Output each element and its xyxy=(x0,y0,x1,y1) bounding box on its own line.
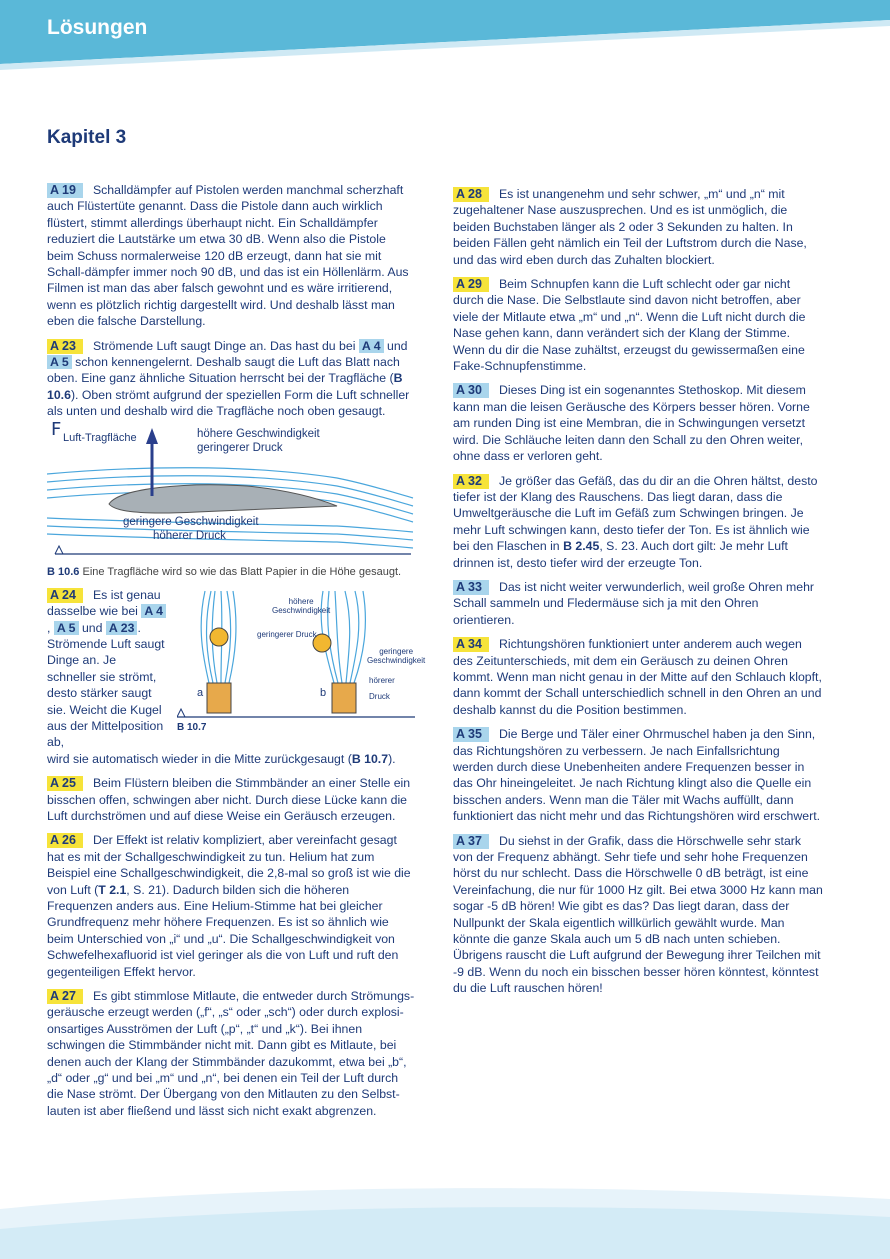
force-label: F xyxy=(51,418,62,440)
answer-a32 xyxy=(453,473,823,571)
answer-a23 xyxy=(47,338,415,420)
answer-a33 xyxy=(453,579,823,628)
reference-link[interactable]: A 4 xyxy=(359,339,384,353)
bottom-label-1: geringere Geschwindigkeit xyxy=(123,515,259,528)
answer-badge: A 24 xyxy=(47,588,83,603)
figure-ball-in-airflow xyxy=(177,587,426,747)
table-reference: T 2.1 xyxy=(98,882,127,897)
page-header-title: Lösungen xyxy=(47,16,148,39)
caption-number: B 10.6 xyxy=(47,565,80,578)
answer-badge: A 34 xyxy=(453,637,489,652)
answer-badge: A 26 xyxy=(47,833,83,848)
answer-a35 xyxy=(453,726,823,824)
answer-text: Die Berge und Täler einer Ohrmuschel haben ja den Sinn, das Richtungshören zu verbessern. Je nach Einfallsrichtung werden durch diese Unebenheiten andere Frequenzen besser in das Ohr hineingeleitet. Je nach Richtung klingt also die Quelle ein bisschen anders. Wenn man die Täler mit Wachs auffüllt, dann funktioniert das nicht mehr und das Richtungshören wird erschwert. xyxy=(453,727,821,824)
bottom-label-2: höherer Druck xyxy=(153,529,226,542)
answer-text: Strömende Luft saugt Dinge an. Das hast du bei xyxy=(92,338,356,353)
chapter-title: Kapitel 3 xyxy=(47,127,127,148)
answer-badge: A 25 xyxy=(47,776,83,791)
answer-text: Es ist genau dasselbe wie bei xyxy=(47,587,161,619)
label-b: b xyxy=(320,686,327,699)
top-label-2: geringerer Druck xyxy=(197,441,283,454)
answer-text: Beim Schnupfen kann die Luft schlecht oder gar nicht durch die Nase. Die Selbstlaute sind davon nicht betroffen, aber viele der Mitlaute etwa „m“ und „n“. Wenn die Luft nicht durch die Nase gehen kann, dann verändert sich der Klang der Stimme. Wenn du dir die Nase zuhältst, erzeugst du gewissermaßen eine Fake-Schnupfenstimme. xyxy=(453,277,806,374)
answer-badge: A 29 xyxy=(453,277,489,292)
reference-link[interactable]: A 23 xyxy=(106,621,138,635)
right-column xyxy=(453,186,823,1005)
answer-text: ). Oben strömt aufgrund der speziellen Form die Luft schneller als unten und deshalb wird die Tragfläche noch oben gesaugt. xyxy=(47,387,410,419)
answer-badge: A 23 xyxy=(47,339,83,354)
answer-a30 xyxy=(453,382,823,464)
force-sub-label: Luft-Tragfläche xyxy=(63,431,137,444)
figure-wing xyxy=(47,418,415,562)
answer-text: Beim Flüstern bleiben die Stimmbänder an einer Stelle ein bisschen offen, schwingen aber nicht. Durch diese Lücke kann die Luft durchströmen und auf diese Weise ein Geräusch erzeugen. xyxy=(47,776,411,823)
answer-text: Schalldämpfer auf Pistolen werden manchmal scherzhaft auch Flüstertüte genannt. Dass die Pistole dann auch wirklich flüstert, stimmt allerdings überhaupt nicht. Ein Schalldämpfer reduziert die Lautstärke um etwa 30 dB. Wenn also die Pistole beim Schuss normalerweise 120 dB erzeugt, dann hat sie mit Schall-dämpfer immer noch 90 dB, und das ist ein Höllenlärm. Aus Filmen ist man das aber falsch gewohnt und es wäre irritierend, wenn es plötzlich richtig dargestellt wird. Und deshalb lässt man eben die falsche Darstellung. xyxy=(47,183,409,329)
answer-a19 xyxy=(47,182,415,330)
answer-a24: A 24 Es ist genau dasselbe wie bei A 4, A 5 und A 23 . Strömende Luft saugt Dinge an. Je schneller sie strömt, desto stärker saugt sie. Weicht die Kugel aus der Mittelposition ab, wird sie automatisch wieder in die Mitte zurückgesaugt (B 10.7). höhere Geschwindigkeit geringerer Druck geringere Geschwindigkeit hörerer Druck a b B 10.7 xyxy=(47,587,426,766)
figure-reference: B 10.6 xyxy=(47,371,403,402)
figure-caption xyxy=(47,565,415,579)
label-lower-speed: geringere Geschwindigkeit xyxy=(367,646,426,665)
left-column xyxy=(47,182,426,1127)
answer-badge: A 30 xyxy=(453,383,489,398)
footer-wave xyxy=(0,1169,890,1259)
answer-text: ). xyxy=(388,751,396,766)
figure-reference: B 10.7 xyxy=(351,751,389,766)
answer-text: wird sie automatisch wieder in die Mitte zurückgesaugt ( xyxy=(47,751,352,766)
answer-badge: A 27 xyxy=(47,989,83,1004)
answer-badge: A 28 xyxy=(453,187,489,202)
answer-a25 xyxy=(47,775,415,824)
figure-reference: B 2.45 xyxy=(563,539,600,554)
answer-a37 xyxy=(453,833,823,997)
answer-text: schon kennengelernt. Deshalb saugt die Luft das Blatt nach oben. Eine ganz ähnliche Situation herrscht bei der Tragfläche ( xyxy=(47,355,400,386)
answer-a34 xyxy=(453,636,823,718)
reference-link[interactable]: A 5 xyxy=(47,355,72,369)
answer-a28 xyxy=(453,186,823,268)
answer-text: , S. 23. Auch dort gilt: Je mehr Luft drinnen ist, desto tiefer wird der erzeugte Ton. xyxy=(453,539,788,570)
answer-badge: A 19 xyxy=(47,183,83,198)
answer-badge: A 33 xyxy=(453,580,489,595)
top-label-1: höhere Geschwindigkeit xyxy=(197,427,320,440)
answer-text: . Strömende Luft saugt Dinge an. Je schneller sie strömt, desto stärker saugt sie. Weicht die Kugel aus der Mittelposition ab, xyxy=(47,620,165,750)
answer-text: Du siehst in der Grafik, dass die Hörschwelle sehr stark von der Frequenz abhängt. Sehr tiefe und sehr hohe Frequenzen hörst du nur schlecht. Dass die Hörschwelle 0 dB beträgt, ist eine Vereinfachung, die nur für 1000 Hz gilt. Bei etwa 3000 Hz kann man sogar -5 dB hören! Wie gibt es das? Das liegt daran, dass der Nullpunkt der Skala eigentlich willkürlich gewählt wurde. Man könnte die ganze Skala auch um 5 dB nach unten schieben. Übrigens rauscht die Luft aufgrund der Bewegung ihrer Teilchen mit -9 dB. Wenn du noch ein bisschen besser hören könntest, könntest du die Luft rauschen hören! xyxy=(453,833,823,996)
answer-text: Das ist nicht weiter verwunderlich, weil große Ohren mehr Schall sammeln und Fledermäuse sich ja mit den Ohren orientieren. xyxy=(453,579,815,627)
answer-a29 xyxy=(453,276,823,374)
answer-text: Es ist unangenehm und sehr schwer, „m“ und „n“ mit zugehaltener Nase auszusprechen. Und es ist unmöglich, die beiden Buchstaben länger als 2 oder 3 Sekunden zu halten. In beiden Fällen geht nämlich ein Teil der Luftstrom durch die Nase, und das wird eben durch das Zuhalten blockiert. xyxy=(453,187,807,267)
answer-text: Je größer das Gefäß, das du dir an die Ohren hältst, desto tiefer ist der Klang des Rauschens. Das liegt daran, dass die Umweltgeräusche die Luft im Gefäß zum Schwingen bringen. Je mehr Luft schwingen kann, desto tiefer der Ton. Es ist ähnlich wie bei den Flaschen in xyxy=(453,473,818,554)
answer-text: Dieses Ding ist ein sogenanntes Stethoskop. Mit diesem kann man die leisen Geräusche des Körpers besser hören. Vorne am runden Ding ist eine Membran, die in Schwingungen versetzt wird. Die Schläuche leiten dann den Schall zu den Ohren weiter, ohne dass er verloren geht. xyxy=(453,383,810,464)
label-a: a xyxy=(197,686,204,699)
answer-a27 xyxy=(47,988,415,1119)
label-higher-pressure: hörerer Druck xyxy=(369,675,395,702)
answer-text: Es gibt stimmlose Mitlaute, die entweder durch Strömungs-geräusche erzeugt werden („f“, „s“ oder „sch“) oder durch explosi-onsartiges Ausströmen der Luft („p“, „t“ und „k“). Bei ihnen schwingen die Stimmbänder nicht mit. Dann gibt es Mitlaute, bei denen auch der Klang der Stimmbänder dazukommt, etwa bei „b“, „d“ oder „g“ und bei „m“ und „n“, bei denen ein Teil der Luft durch die Nase strömt. Der Übergang von den Mitlauten zu den Selbst-lauten ist aber fließend und lässt sich nicht exakt abgrenzen. xyxy=(47,989,415,1118)
answer-badge: A 37 xyxy=(453,834,489,849)
answer-text: Richtungshören funktioniert unter anderem auch wegen des Zeitunterschieds, mit dem ein Geräusch zu deinen Ohren kommt. Wenn man nicht genau in der Mitte auf den Schlauch klopft, dann kommt der Schall unterschiedlich schnell in den Ohren an und deshalb kannst du die Position bestimmen. xyxy=(453,637,822,717)
answer-text: Der Effekt ist relativ kompliziert, aber vereinfacht gesagt hat es mit der Schallgeschwindigkeit zu tun. Helium hat zum Beispiel eine Schallgeschwindigkeit, die 2,8-mal so groß ist wie die von Luft ( xyxy=(47,833,411,897)
reference-link[interactable]: A 5 xyxy=(54,621,79,635)
answer-a26 xyxy=(47,832,415,980)
figure-caption: B 10.7 xyxy=(177,721,207,733)
answer-badge: A 35 xyxy=(453,727,489,742)
label-higher-speed: höhere Geschwindigkeit xyxy=(272,596,331,615)
answer-text: und xyxy=(81,620,103,635)
label-lower-pressure: geringerer Druck xyxy=(257,629,317,639)
answer-badge: A 32 xyxy=(453,474,489,489)
caption-text: Eine Tragfläche wird so wie das Blatt Papier in die Höhe gesaugt. xyxy=(82,565,402,578)
reference-link[interactable]: A 4 xyxy=(141,604,166,618)
answer-text: , S. 21). Dadurch bilden sich die höheren Frequenzen anders aus. Eine Helium-Stimme hat bei gleicher Grundfrequenz mehr höhere Frequenzen. Es ist so ähnlich wie beim Unterschied von „i“ und „u“. Die Schallgeschwindigkeit von Schwefelhexafluorid ist viel geringer als die von Luft und ruft den gegenteiligen Effekt hervor. xyxy=(47,882,399,979)
answer-text: und xyxy=(386,338,408,353)
